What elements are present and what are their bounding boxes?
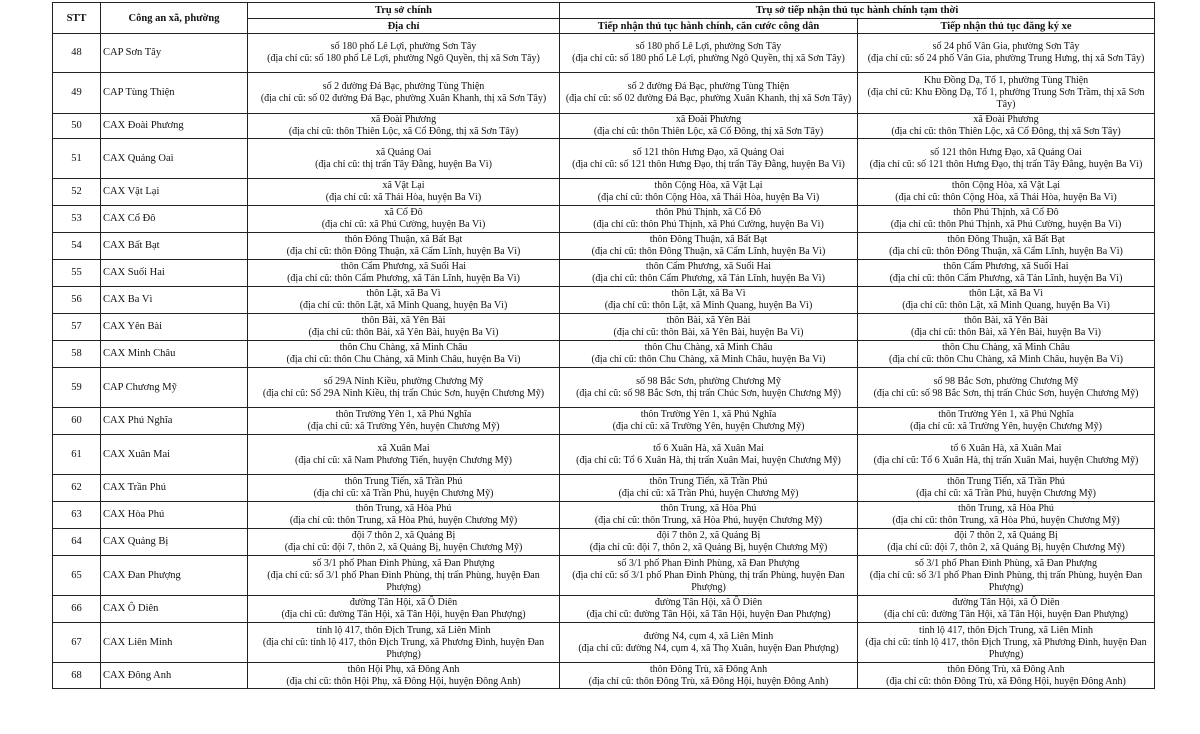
main-address-old: (địa chỉ cũ: xã Phú Cường, huyện Ba Vì) — [321, 219, 486, 231]
row-stt: 57 — [53, 314, 101, 341]
row-unit-name: CAX Liên Minh — [101, 623, 248, 663]
row-stt: 55 — [53, 260, 101, 287]
row-main-address — [248, 623, 560, 663]
row-main-address — [248, 314, 560, 341]
admin-address-old: (địa chỉ cũ: thôn Lặt, xã Minh Quang, huyện Ba Vì) — [604, 300, 813, 312]
table-row — [53, 341, 1155, 368]
admin-address-old: (địa chỉ cũ: thôn Bài, xã Yên Bài, huyện Ba Vì) — [613, 327, 804, 339]
row-unit-name: CAX Hòa Phú — [101, 502, 248, 529]
row-vehicle-address — [858, 556, 1155, 596]
admin-address-current: đội 7 thôn 2, xã Quảng Bị — [656, 530, 761, 542]
row-stt: 62 — [53, 475, 101, 502]
main-address-current: tỉnh lộ 417, thôn Địch Trung, xã Liên Minh — [316, 624, 491, 636]
table-row — [53, 287, 1155, 314]
main-address-current: số 2 đường Đá Bạc, phường Tùng Thiện — [322, 80, 485, 92]
admin-address-current: thôn Đông Thuận, xã Bất Bạt — [649, 234, 768, 246]
main-address-current: thôn Đông Thuận, xã Bất Bạt — [344, 234, 463, 246]
main-address-old: (địa chỉ cũ: xã Thái Hòa, huyện Ba Vì) — [325, 192, 482, 204]
admin-address-old: (địa chỉ cũ: đội 7, thôn 2, xã Quảng Bị, huyện Chương Mỹ) — [589, 542, 828, 554]
row-vehicle-address — [858, 139, 1155, 179]
main-address-old: (địa chỉ cũ: thôn Trung, xã Hòa Phú, huyện Chương Mỹ) — [289, 515, 518, 527]
main-address-current: số 3/1 phố Phan Đình Phùng, xã Đan Phượng — [312, 557, 495, 569]
admin-address-old: (địa chỉ cũ: thôn Chu Chàng, xã Minh Châu, huyện Ba Vì) — [591, 354, 826, 366]
admin-address-current: thôn Trung Tiến, xã Trần Phú — [649, 476, 768, 488]
row-stt: 64 — [53, 529, 101, 556]
vehicle-address-old: (địa chỉ cũ: thôn Cẩm Phương, xã Tản Lĩnh, huyện Ba Vì) — [889, 273, 1123, 285]
row-vehicle-address — [858, 663, 1155, 689]
main-address-old: (địa chỉ cũ: đường Tân Hội, xã Tân Hội, huyện Đan Phượng) — [281, 609, 526, 621]
admin-address-old: (địa chỉ cũ: thôn Cẩm Phương, xã Tản Lĩnh, huyện Ba Vì) — [592, 273, 825, 285]
row-stt: 58 — [53, 341, 101, 368]
admin-address-old: (địa chỉ cũ: thôn Đông Thuận, xã Cẩm Lĩnh, huyện Ba Vì) — [591, 246, 826, 258]
vehicle-address-current: thôn Lặt, xã Ba Vì — [969, 288, 1043, 300]
table-row — [53, 206, 1155, 233]
row-unit-name: CAX Đoài Phương — [101, 114, 248, 139]
row-main-address — [248, 260, 560, 287]
row-stt: 59 — [53, 368, 101, 408]
row-admin-address — [560, 408, 858, 435]
main-address-current: xã Đoài Phương — [370, 114, 437, 125]
vehicle-address-current: Khu Đồng Dạ, Tổ 1, phường Tùng Thiện — [923, 74, 1089, 86]
row-unit-name: CAX Cổ Đô — [101, 206, 248, 233]
main-address-current: thôn Trung Tiến, xã Trần Phú — [344, 476, 463, 488]
row-unit-name: CAX Minh Châu — [101, 341, 248, 368]
vehicle-address-current: tỉnh lộ 417, thôn Địch Trung, xã Liên Minh — [919, 624, 1093, 636]
header-unit: Công an xã, phường — [101, 3, 248, 34]
main-address-old: (địa chỉ cũ: xã Trần Phú, huyện Chương Mỹ) — [313, 488, 494, 500]
vehicle-address-old: (địa chỉ cũ: thôn Đông Thuận, xã Cẩm Lĩnh, huyện Ba Vì) — [889, 246, 1123, 258]
vehicle-address-current: thôn Chu Chàng, xã Minh Châu — [942, 342, 1070, 354]
header-main-hq: Trụ sở chính — [248, 3, 560, 19]
row-admin-address — [560, 596, 858, 623]
row-vehicle-address — [858, 502, 1155, 529]
row-stt: 53 — [53, 206, 101, 233]
main-address-old: (địa chỉ cũ: thôn Cẩm Phương, xã Tản Lĩnh, huyện Ba Vì) — [287, 273, 520, 285]
row-stt: 49 — [53, 73, 101, 114]
table-row — [53, 556, 1155, 596]
header-stt: STT — [53, 3, 101, 34]
table-row — [53, 260, 1155, 287]
row-stt: 52 — [53, 179, 101, 206]
admin-address-current: đường Tân Hội, xã Ô Diên — [654, 597, 763, 609]
admin-address-current: xã Đoài Phương — [675, 114, 742, 125]
admin-address-old: (địa chỉ cũ: số 3/1 phố Phan Đình Phùng, thị trấn Phùng, huyện Đan Phượng) — [572, 569, 845, 593]
vehicle-address-old: (địa chỉ cũ: đội 7, thôn 2, xã Quảng Bị, huyện Chương Mỹ) — [887, 542, 1125, 554]
row-admin-address — [560, 233, 858, 260]
table-row — [53, 114, 1155, 139]
vehicle-address-old: (địa chỉ cũ: thôn Phú Thịnh, xã Phú Cường, huyện Ba Vì) — [890, 219, 1122, 231]
main-address-old: (địa chỉ cũ: số 3/1 phố Phan Đình Phùng, thị trấn Phùng, huyện Đan Phượng) — [267, 569, 540, 593]
row-main-address — [248, 435, 560, 475]
row-main-address — [248, 663, 560, 689]
row-admin-address — [560, 73, 858, 114]
row-stt: 61 — [53, 435, 101, 475]
table-row — [53, 529, 1155, 556]
row-vehicle-address — [858, 179, 1155, 206]
row-unit-name: CAX Yên Bài — [101, 314, 248, 341]
vehicle-address-old: (địa chỉ cũ: số 3/1 phố Phan Đình Phùng, thị trấn Phùng, huyện Đan Phượng) — [869, 569, 1143, 593]
vehicle-address-current: đường Tân Hội, xã Ô Diên — [952, 597, 1060, 609]
admin-address-current: thôn Phú Thịnh, xã Cổ Đô — [655, 207, 762, 219]
row-stt: 50 — [53, 114, 101, 139]
row-admin-address — [560, 502, 858, 529]
admin-address-current: thôn Chu Chàng, xã Minh Châu — [644, 342, 773, 354]
main-address-old: (địa chỉ cũ: xã Trường Yên, huyện Chương Mỹ) — [307, 421, 500, 433]
row-admin-address — [560, 663, 858, 689]
row-stt: 60 — [53, 408, 101, 435]
admin-address-current: số 3/1 phố Phan Đình Phùng, xã Đan Phượng — [617, 557, 800, 569]
header-temp-admin: Tiếp nhận thủ tục hành chính, căn cước công dân — [560, 19, 858, 34]
row-admin-address — [560, 475, 858, 502]
admin-address-current: số 121 thôn Hưng Đạo, xã Quảng Oai — [632, 146, 785, 158]
vehicle-address-current: thôn Trung, xã Hòa Phú — [958, 503, 1054, 515]
row-vehicle-address — [858, 408, 1155, 435]
admin-address-old: (địa chỉ cũ: số 121 thôn Hưng Đạo, thị trấn Tây Đằng, huyện Ba Vì) — [572, 158, 845, 170]
table-row — [53, 179, 1155, 206]
vehicle-address-current: đội 7 thôn 2, xã Quảng Bị — [954, 530, 1058, 542]
row-admin-address — [560, 529, 858, 556]
row-unit-name: CAX Phú Nghĩa — [101, 408, 248, 435]
vehicle-address-current: thôn Cộng Hòa, xã Vật Lại — [951, 180, 1061, 192]
row-stt: 54 — [53, 233, 101, 260]
row-admin-address — [560, 179, 858, 206]
row-vehicle-address — [858, 529, 1155, 556]
main-address-current: xã Xuân Mai — [377, 442, 430, 454]
row-vehicle-address — [858, 623, 1155, 663]
row-admin-address — [560, 287, 858, 314]
vehicle-address-current: thôn Đông Trù, xã Đông Anh — [947, 663, 1065, 675]
vehicle-address-old: (địa chỉ cũ: số 24 phố Vân Gia, phường Trung Hưng, thị xã Sơn Tây) — [867, 53, 1145, 64]
row-main-address — [248, 34, 560, 73]
row-admin-address — [560, 623, 858, 663]
row-vehicle-address — [858, 475, 1155, 502]
row-vehicle-address — [858, 73, 1155, 114]
row-main-address — [248, 114, 560, 139]
header-temp-vehicle: Tiếp nhận thủ tục đăng ký xe — [858, 19, 1155, 34]
main-address-current: thôn Cẩm Phương, xã Suối Hai — [340, 261, 467, 273]
vehicle-address-old: (địa chỉ cũ: đường Tân Hội, xã Tân Hội, huyện Đan Phượng) — [883, 609, 1129, 621]
vehicle-address-current: xã Đoài Phương — [973, 114, 1039, 125]
row-vehicle-address — [858, 287, 1155, 314]
admin-address-old: (địa chỉ cũ: số 98 Bắc Sơn, thị trấn Chúc Sơn, huyện Chương Mỹ) — [576, 387, 841, 399]
vehicle-address-old: (địa chỉ cũ: thôn Bài, xã Yên Bài, huyện Ba Vì) — [911, 327, 1101, 339]
main-address-current: thôn Hội Phụ, xã Đông Anh — [347, 663, 460, 675]
main-address-current: số 29A Ninh Kiều, phường Chương Mỹ — [323, 375, 484, 387]
admin-address-old: (địa chỉ cũ: đường Tân Hội, xã Tân Hội, huyện Đan Phượng) — [586, 609, 831, 621]
table-row — [53, 502, 1155, 529]
row-unit-name: CAX Trần Phú — [101, 475, 248, 502]
row-admin-address — [560, 34, 858, 73]
admin-address-old: (địa chỉ cũ: thôn Phú Thịnh, xã Phú Cường, huyện Ba Vì) — [593, 219, 824, 231]
table-row — [53, 314, 1155, 341]
vehicle-address-current: thôn Đông Thuận, xã Bất Bạt — [947, 234, 1065, 246]
vehicle-address-old: (địa chỉ cũ: số 98 Bắc Sơn, thị trấn Chúc Sơn, huyện Chương Mỹ) — [873, 387, 1139, 399]
main-address-old: (địa chỉ cũ: thôn Đông Thuận, xã Cẩm Lĩnh, huyện Ba Vì) — [286, 246, 521, 258]
main-address-old: (địa chỉ cũ: thôn Chu Chàng, xã Minh Châu, huyện Ba Vì) — [286, 354, 521, 366]
row-vehicle-address — [858, 34, 1155, 73]
table-row — [53, 73, 1155, 114]
row-main-address — [248, 206, 560, 233]
row-stt: 56 — [53, 287, 101, 314]
header-temp-hq: Trụ sở tiếp nhận thủ tục hành chính tạm thời — [560, 3, 1155, 19]
row-stt: 48 — [53, 34, 101, 73]
vehicle-address-current: thôn Trung Tiến, xã Trần Phú — [947, 476, 1065, 488]
row-vehicle-address — [858, 206, 1155, 233]
main-address-current: thôn Bài, xã Yên Bài — [361, 315, 446, 327]
table-row — [53, 233, 1155, 260]
row-main-address — [248, 233, 560, 260]
row-main-address — [248, 341, 560, 368]
row-unit-name: CAX Quảng Bị — [101, 529, 248, 556]
row-unit-name: CAP Chương Mỹ — [101, 368, 248, 408]
main-address-current: xã Quảng Oai — [375, 146, 432, 158]
admin-address-current: thôn Cẩm Phương, xã Suối Hai — [645, 261, 772, 273]
row-main-address — [248, 475, 560, 502]
admin-address-old: (địa chỉ cũ: số 180 phố Lê Lợi, phường Ngô Quyền, thị xã Sơn Tây) — [572, 53, 845, 64]
row-unit-name: CAX Bất Bạt — [101, 233, 248, 260]
row-main-address — [248, 502, 560, 529]
row-unit-name: CAX Vật Lại — [101, 179, 248, 206]
vehicle-address-old: (địa chỉ cũ: thôn Chu Chàng, xã Minh Châu, huyện Ba Vì) — [889, 354, 1123, 366]
admin-address-old: (địa chỉ cũ: thôn Đông Trù, xã Đông Hội, huyện Đông Anh) — [588, 675, 829, 687]
row-main-address — [248, 529, 560, 556]
row-vehicle-address — [858, 233, 1155, 260]
row-vehicle-address — [858, 435, 1155, 475]
main-address-old: (địa chỉ cũ: thôn Lặt, xã Minh Quang, huyện Ba Vì) — [299, 300, 508, 312]
row-admin-address — [560, 556, 858, 596]
row-admin-address — [560, 368, 858, 408]
vehicle-address-current: thôn Bài, xã Yên Bài — [964, 315, 1048, 327]
admin-address-current: thôn Cộng Hòa, xã Vật Lại — [654, 180, 763, 192]
vehicle-address-current: số 121 thôn Hưng Đạo, xã Quảng Oai — [930, 146, 1082, 158]
row-stt: 51 — [53, 139, 101, 179]
row-vehicle-address — [858, 260, 1155, 287]
table-row — [53, 139, 1155, 179]
row-unit-name: CAX Ba Vì — [101, 287, 248, 314]
row-stt: 67 — [53, 623, 101, 663]
vehicle-address-old: (địa chỉ cũ: số 121 thôn Hưng Đạo, thị trấn Tây Đằng, huyện Ba Vì) — [869, 158, 1143, 170]
main-address-current: xã Vật Lại — [382, 180, 425, 192]
admin-address-current: số 98 Bắc Sơn, phường Chương Mỹ — [636, 375, 781, 387]
row-stt: 65 — [53, 556, 101, 596]
table-header — [53, 3, 1155, 34]
main-address-current: thôn Trung, xã Hòa Phú — [355, 503, 452, 515]
admin-address-old: (địa chỉ cũ: thôn Thiên Lộc, xã Cổ Đông, thị xã Sơn Tây) — [593, 126, 824, 138]
header-main-address: Địa chỉ — [248, 19, 560, 34]
row-admin-address — [560, 260, 858, 287]
admin-address-current: đường N4, cụm 4, xã Liên Minh — [643, 630, 774, 642]
table-row — [53, 623, 1155, 663]
main-address-current: thôn Chu Chàng, xã Minh Châu — [339, 342, 468, 354]
vehicle-address-old: (địa chỉ cũ: thôn Cộng Hòa, xã Thái Hòa, huyện Ba Vì) — [895, 192, 1117, 204]
vehicle-address-current: số 98 Bắc Sơn, phường Chương Mỹ — [933, 375, 1079, 387]
vehicle-address-old: (địa chỉ cũ: thôn Thiên Lộc, xã Cổ Đông, thị xã Sơn Tây) — [891, 126, 1121, 138]
admin-address-current: số 2 đường Đá Bạc, phường Tùng Thiện — [627, 80, 790, 92]
table-row — [53, 435, 1155, 475]
main-address-old: (địa chỉ cũ: thôn Thiên Lộc, xã Cổ Đông, thị xã Sơn Tây) — [288, 126, 519, 138]
row-vehicle-address — [858, 114, 1155, 139]
admin-address-old: (địa chỉ cũ: Tổ 6 Xuân Hà, thị trấn Xuân Mai, huyện Chương Mỹ) — [576, 454, 841, 466]
row-vehicle-address — [858, 596, 1155, 623]
row-unit-name: CAX Xuân Mai — [101, 435, 248, 475]
row-admin-address — [560, 341, 858, 368]
row-main-address — [248, 287, 560, 314]
row-main-address — [248, 556, 560, 596]
row-admin-address — [560, 206, 858, 233]
vehicle-address-current: thôn Trường Yên 1, xã Phú Nghĩa — [938, 409, 1074, 421]
vehicle-address-old: (địa chỉ cũ: thôn Đông Trù, xã Đông Hội, huyện Đông Anh) — [886, 675, 1126, 687]
table-body — [53, 34, 1155, 689]
vehicle-address-old: (địa chỉ cũ: tỉnh lộ 417, thôn Địch Trung, xã Phương Đình, huyện Đan Phượng) — [865, 636, 1147, 660]
row-unit-name: CAX Quảng Oai — [101, 139, 248, 179]
vehicle-address-old: (địa chỉ cũ: Tổ 6 Xuân Hà, thị trấn Xuân Mai, huyện Chương Mỹ) — [873, 454, 1139, 466]
row-stt: 68 — [53, 663, 101, 689]
vehicle-address-current: số 3/1 phố Phan Đình Phùng, xã Đan Phượng — [914, 557, 1098, 569]
main-address-old: (địa chỉ cũ: số 180 phố Lê Lợi, phường Ngô Quyền, thị xã Sơn Tây) — [267, 53, 540, 64]
row-main-address — [248, 139, 560, 179]
row-vehicle-address — [858, 314, 1155, 341]
vehicle-address-current: thôn Cẩm Phương, xã Suối Hai — [943, 261, 1069, 273]
vehicle-address-current: thôn Phú Thịnh, xã Cổ Đô — [953, 207, 1059, 219]
row-main-address — [248, 73, 560, 114]
table-row — [53, 596, 1155, 623]
admin-address-current: thôn Lặt, xã Ba Vì — [671, 288, 746, 300]
table-row — [53, 368, 1155, 408]
row-admin-address — [560, 139, 858, 179]
vehicle-address-current: số 24 phố Vân Gia, phường Sơn Tây — [932, 40, 1080, 52]
admin-address-current: thôn Trung, xã Hòa Phú — [660, 503, 757, 515]
vehicle-address-old: (địa chỉ cũ: thôn Trung, xã Hòa Phú, huyện Chương Mỹ) — [892, 515, 1120, 527]
vehicle-address-old: (địa chỉ cũ: xã Trường Yên, huyện Chương Mỹ) — [910, 421, 1102, 433]
main-address-old: (địa chỉ cũ: thôn Bài, xã Yên Bài, huyện Ba Vì) — [308, 327, 499, 339]
vehicle-address-old: (địa chỉ cũ: thôn Lặt, xã Minh Quang, huyện Ba Vì) — [902, 300, 1110, 312]
admin-address-current: thôn Đông Trù, xã Đông Anh — [649, 663, 768, 675]
vehicle-address-old: (địa chỉ cũ: Khu Đồng Dạ, Tổ 1, phường Trung Sơn Trầm, thị xã Sơn Tây) — [867, 86, 1145, 111]
vehicle-address-old: (địa chỉ cũ: xã Trần Phú, huyện Chương Mỹ) — [916, 488, 1096, 500]
row-admin-address — [560, 435, 858, 475]
main-address-current: xã Cổ Đô — [384, 207, 423, 219]
row-unit-name: CAX Đan Phượng — [101, 556, 248, 596]
police-office-table — [52, 2, 1155, 689]
row-unit-name: CAX Đông Anh — [101, 663, 248, 689]
main-address-old: (địa chỉ cũ: Số 29A Ninh Kiều, thị trấn Chúc Sơn, huyện Chương Mỹ) — [262, 387, 545, 399]
table-row — [53, 34, 1155, 73]
admin-address-current: thôn Bài, xã Yên Bài — [666, 315, 751, 327]
row-vehicle-address — [858, 341, 1155, 368]
row-stt: 66 — [53, 596, 101, 623]
main-address-current: đường Tân Hội, xã Ô Diên — [349, 597, 458, 609]
admin-address-old: (địa chỉ cũ: xã Trần Phú, huyện Chương Mỹ) — [618, 488, 799, 500]
admin-address-old: (địa chỉ cũ: đường N4, cụm 4, xã Thọ Xuân, huyện Đan Phượng) — [578, 642, 839, 654]
admin-address-current: tổ 6 Xuân Hà, xã Xuân Mai — [653, 442, 764, 454]
row-unit-name: CAP Sơn Tây — [101, 34, 248, 73]
table-row — [53, 663, 1155, 689]
row-admin-address — [560, 114, 858, 139]
row-stt: 63 — [53, 502, 101, 529]
admin-address-current: số 180 phố Lê Lợi, phường Sơn Tây — [635, 40, 782, 52]
main-address-current: số 180 phố Lê Lợi, phường Sơn Tây — [330, 40, 477, 52]
main-address-current: thôn Trường Yên 1, xã Phú Nghĩa — [335, 409, 472, 421]
row-unit-name: CAX Suối Hai — [101, 260, 248, 287]
row-vehicle-address — [858, 368, 1155, 408]
admin-address-current: thôn Trường Yên 1, xã Phú Nghĩa — [640, 409, 777, 421]
table-row — [53, 408, 1155, 435]
admin-address-old: (địa chỉ cũ: thôn Trung, xã Hòa Phú, huyện Chương Mỹ) — [594, 515, 823, 527]
main-address-old: (địa chỉ cũ: số 02 đường Đá Bạc, phường Xuân Khanh, thị xã Sơn Tây) — [260, 93, 547, 104]
main-address-old: (địa chỉ cũ: xã Nam Phương Tiến, huyện Chương Mỹ) — [295, 454, 512, 466]
row-main-address — [248, 596, 560, 623]
row-main-address — [248, 408, 560, 435]
vehicle-address-current: tổ 6 Xuân Hà, xã Xuân Mai — [950, 442, 1062, 454]
admin-address-old: (địa chỉ cũ: xã Trường Yên, huyện Chương Mỹ) — [612, 421, 805, 433]
main-address-old: (địa chỉ cũ: thôn Hội Phụ, xã Đông Hội, huyện Đông Anh) — [286, 675, 521, 687]
admin-address-old: (địa chỉ cũ: số 02 đường Đá Bạc, phường Xuân Khanh, thị xã Sơn Tây) — [565, 93, 852, 104]
main-address-current: thôn Lặt, xã Ba Vì — [366, 288, 441, 300]
main-address-old: (địa chỉ cũ: tỉnh lộ 417, thôn Địch Trung, xã Phương Đình, huyện Đan Phượng) — [262, 636, 545, 660]
row-main-address — [248, 368, 560, 408]
row-unit-name: CAX Ô Diên — [101, 596, 248, 623]
row-main-address — [248, 179, 560, 206]
main-address-old: (địa chỉ cũ: thị trấn Tây Đằng, huyện Ba Vì) — [315, 158, 492, 170]
main-address-old: (địa chỉ cũ: đội 7, thôn 2, xã Quảng Bị, huyện Chương Mỹ) — [284, 542, 523, 554]
main-address-current: đội 7 thôn 2, xã Quảng Bị — [351, 530, 456, 542]
header-row-top — [53, 3, 1155, 19]
row-admin-address — [560, 314, 858, 341]
row-unit-name: CAP Tùng Thiện — [101, 73, 248, 114]
table-row — [53, 475, 1155, 502]
admin-address-old: (địa chỉ cũ: thôn Cộng Hòa, xã Thái Hòa, huyện Ba Vì) — [597, 192, 820, 204]
